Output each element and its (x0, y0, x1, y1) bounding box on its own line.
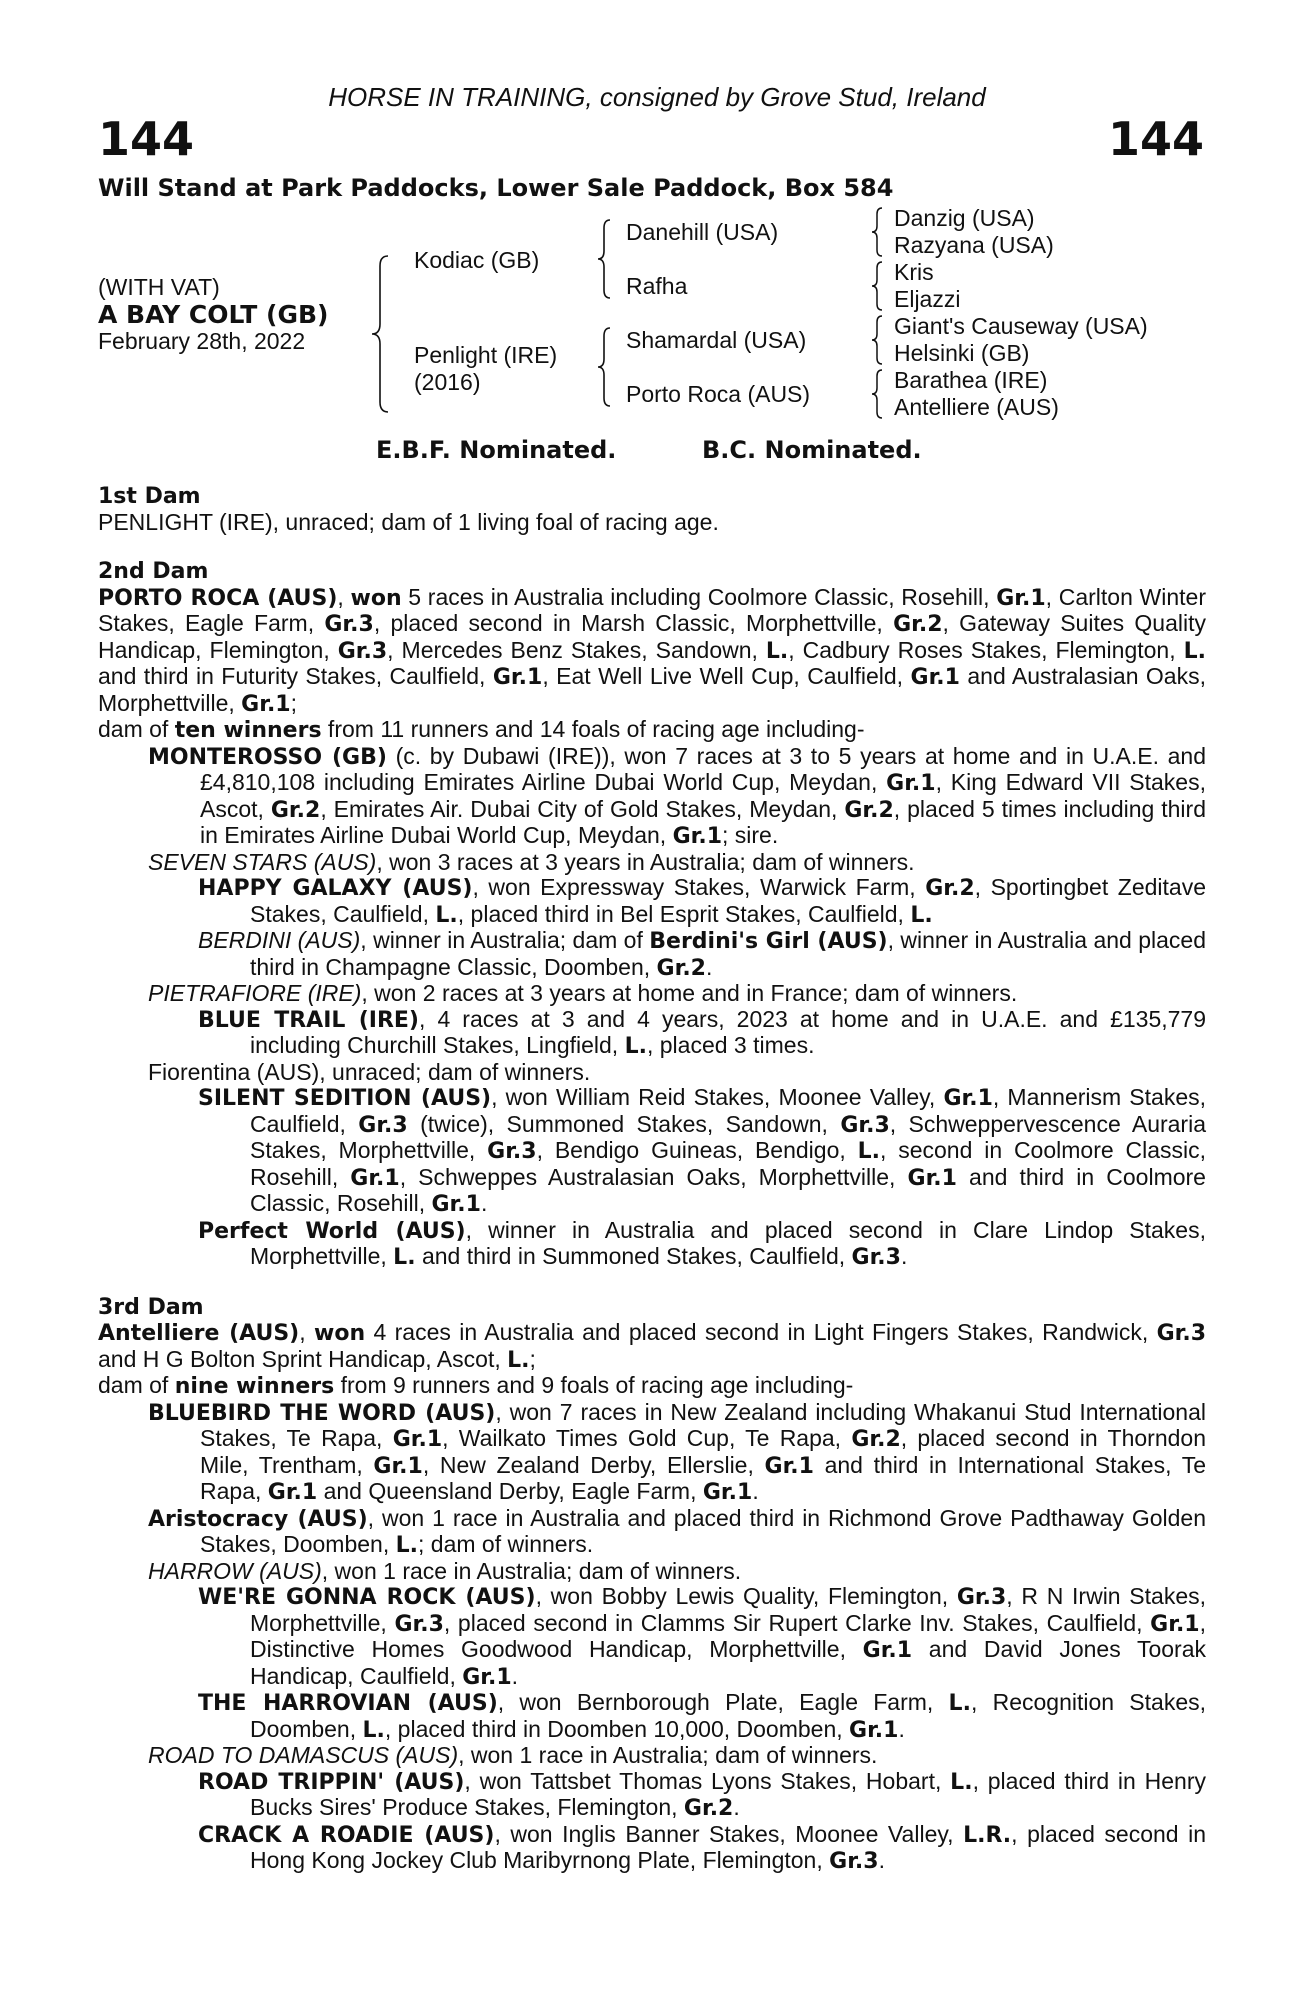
pedigree-entry (98, 1822, 1206, 1875)
bold-text: Perfect World (AUS) (198, 1218, 466, 1244)
bold-text: L. (393, 1245, 416, 1270)
dam: Penlight (IRE) (414, 342, 558, 368)
bold-text: SILENT SEDITION (AUS) (198, 1086, 492, 1111)
entry-text: ; dam of winners. (418, 1531, 594, 1557)
bold-text: Gr.2 (893, 612, 943, 637)
entry-text: , placed 5 times including third in Emirates Airline Dubai World Cup, Meydan, (200, 795, 1206, 848)
pedigree-entry (98, 928, 1206, 981)
pedigree-entry (98, 1584, 1206, 1690)
bold-text: Gr.1 (492, 665, 543, 690)
entry-text: (c. by Dubawi (IRE)), won 7 races at 3 to 5 years at home and in U.A.E. and £4,810,108 including Emirates Airline Dubai World Cup, Meydan, (200, 742, 1206, 795)
bold-text: Gr.3 (394, 1611, 444, 1637)
entry-text: 5 races in Australia including Coolmore Classic, Rosehill, (401, 583, 997, 610)
bold-text: BLUEBIRD THE WORD (AUS) (148, 1400, 496, 1426)
entry-text: , placed second in Thorndon Mile, Trentham, (200, 1425, 1206, 1478)
entry-text: and third in Futurity Stakes, Caulfield, (98, 663, 493, 689)
sire-dam-dam: Eljazzi (894, 286, 961, 312)
dam-sire-sire: Giant's Causeway (USA) (894, 313, 1148, 339)
entry-text: , Recognition Stakes, Doomben, (250, 1689, 1207, 1742)
bold-text: L. (362, 1717, 385, 1743)
bold-text: Gr.1 (350, 1165, 400, 1191)
bold-text: Gr.1 (996, 585, 1046, 611)
entry-text: . (900, 1243, 908, 1269)
entry-text: , won Tattsbet Thomas Lyons Stakes, Hobart, (464, 1767, 951, 1794)
stand-location: Will Stand at Park Paddocks, Lower Sale Paddock, Box 584 (98, 174, 894, 202)
brace-icon (870, 206, 884, 258)
bold-text: Gr.3 (851, 1245, 901, 1270)
bold-text: Gr.3 (840, 1112, 890, 1138)
bold-text: BLUE TRAIL (IRE) (198, 1007, 419, 1033)
bold-text: ten winners (174, 718, 322, 743)
entry-text: , second in Coolmore Classic, Rosehill, (250, 1137, 1206, 1190)
entry-text: . (878, 1847, 885, 1873)
horse-name: A BAY COLT (GB) (98, 300, 329, 329)
pedigree-entry (98, 1320, 1206, 1373)
entry-text: 4 races in Australia and placed second in Light Fingers Stakes, Randwick, (365, 1319, 1157, 1345)
entry-text: , won 1 race in Australia; dam of winners. (458, 1742, 878, 1768)
entry-text: . (752, 1478, 759, 1504)
pedigree-entry (98, 1690, 1206, 1743)
pedigree-entry (98, 850, 1206, 876)
bold-text: PORTO ROCA (AUS) (98, 585, 338, 611)
bold-text: L. (395, 1533, 418, 1558)
sire-sire: Danehill (USA) (626, 219, 779, 245)
entry-text: , Sportingbet Zeditave Stakes, Caulfield, (250, 874, 1206, 927)
bold-text: Gr.3 (829, 1849, 879, 1874)
entry-text: , (299, 1319, 315, 1345)
sire-sire-dam: Razyana (USA) (894, 232, 1054, 258)
dam-dam: Porto Roca (AUS) (626, 381, 811, 407)
bold-text: Gr.3 (358, 1112, 408, 1138)
entry-text: , Mercedes Benz Stakes, Sandown, (387, 636, 766, 663)
bold-text: Gr.3 (324, 612, 374, 637)
bold-text: Gr.1 (241, 691, 291, 717)
entry-text: , placed second in Hong Kong Jockey Club Maribyrnong Plate, Flemington, (250, 1820, 1207, 1873)
entry-text: , winner in Australia and placed second in Clare Lindop Stakes, Morphettville, (250, 1216, 1206, 1269)
bold-text: WE'RE GONNA ROCK (AUS) (198, 1585, 536, 1610)
pedigree-entry (98, 981, 1206, 1007)
entry-text: , won 1 race in Australia; dam of winners. (321, 1557, 742, 1584)
sire-dam: Rafha (626, 273, 688, 299)
entry-text: , Carlton Winter Stakes, Eagle Farm, (98, 583, 1207, 636)
third-dam-heading: 3rd Dam (98, 1294, 204, 1320)
horse-dob: February 28th, 2022 (98, 328, 306, 354)
bold-text: won (314, 1321, 366, 1346)
pedigree-entry (98, 1085, 1206, 1218)
entry-text: , winner in Australia and placed third in Champagne Classic, Doomben, (250, 927, 1206, 980)
entry-text: , New Zealand Derby, Ellerslie, (422, 1451, 765, 1478)
bold-text: Gr.1 (907, 1165, 957, 1191)
entry-text: , won Expressway Stakes, Warwick Farm, (472, 874, 926, 900)
bold-text: Gr.1 (462, 1664, 512, 1690)
sire-sire-sire: Danzig (USA) (894, 205, 1035, 231)
italic-text: PIETRAFIORE (IRE) (148, 980, 362, 1006)
first-dam-text: PENLIGHT (IRE), unraced; dam of 1 living foal of racing age. (98, 508, 719, 535)
entry-text: , Eat Well Live Well Cup, Caulfield, (542, 663, 911, 689)
entry-text: from 11 runners and 14 foals of racing age including- (321, 716, 865, 742)
entry-text: and Queensland Derby, Eagle Farm, (317, 1478, 703, 1504)
bold-text: Gr.1 (1150, 1611, 1200, 1637)
brace-icon (596, 326, 612, 408)
bold-text: Gr.1 (910, 665, 960, 690)
entry-text: , 4 races at 3 and 4 years, 2023 at home and in U.A.E. and £135,779 including Churchill Stakes, Lingfield, (250, 1005, 1206, 1058)
entry-text: , Schweppervescence Auraria Stakes, Morphettville, (250, 1110, 1206, 1163)
pedigree-entry (98, 1559, 1206, 1585)
entry-text: , won 3 races at 3 years in Australia; dam of winners. (376, 848, 915, 875)
entry-text: (twice), Summoned Stakes, Sandown, (407, 1110, 841, 1137)
bold-text: Gr.2 (851, 1427, 901, 1452)
bold-text: L. (507, 1347, 530, 1373)
bold-text: Gr.1 (373, 1453, 423, 1479)
entry-text: , won Bernborough Plate, Eagle Farm, (497, 1689, 949, 1715)
dam-dam-sire: Barathea (IRE) (894, 367, 1048, 393)
entry-text: , placed 3 times. (646, 1032, 815, 1058)
entry-text: ; sire. (722, 822, 779, 848)
bold-text: Gr.1 (886, 771, 936, 796)
entry-text: dam of (98, 716, 175, 742)
bold-text: Gr.3 (1156, 1321, 1207, 1346)
pedigree-entry (98, 1373, 1206, 1400)
pedigree-entry (98, 1506, 1206, 1559)
dam-dam-dam: Antelliere (AUS) (894, 394, 1059, 420)
entry-text: , Wailkato Times Gold Cup, Te Rapa, (442, 1425, 852, 1451)
bold-text: won (350, 585, 402, 611)
bold-text: Gr.3 (337, 638, 388, 664)
sire-dam-sire: Kris (894, 259, 934, 285)
pedigree-entry (98, 1743, 1206, 1769)
entry-text: , Schweppes Australasian Oaks, Morphettville, (399, 1163, 908, 1190)
ebf-nomination: E.B.F. Nominated. (376, 436, 617, 464)
italic-text: ROAD TO DAMASCUS (AUS) (148, 1742, 459, 1768)
entry-text: . (511, 1662, 519, 1689)
sire: Kodiac (GB) (414, 247, 540, 273)
entry-text: and third in Coolmore Classic, Rosehill, (250, 1163, 1206, 1216)
vat-note: (WITH VAT) (98, 274, 220, 300)
bold-text: HAPPY GALAXY (AUS) (198, 876, 473, 901)
entry-text: , won 2 races at 3 years at home and in France; dam of winners. (361, 980, 1018, 1006)
entry-text: , King Edward VII Stakes, Ascot, (200, 769, 1206, 822)
pedigree-entry (98, 717, 1206, 744)
entry-text: , winner in Australia; dam of (360, 927, 650, 953)
bold-text: Gr.1 (431, 1192, 481, 1217)
entry-text: and third in Summoned Stakes, Caulfield, (415, 1243, 852, 1269)
entry-text: . (705, 953, 713, 980)
bold-text: L. (1183, 638, 1206, 664)
entry-text: , Cadbury Roses Stakes, Flemington, (788, 636, 1184, 663)
bold-text: THE HARROVIAN (AUS) (198, 1691, 498, 1716)
page-title: HORSE IN TRAINING, consigned by Grove Stud, Ireland (328, 82, 986, 112)
pedigree-entry (98, 1769, 1206, 1822)
italic-text: SEVEN STARS (AUS) (148, 848, 377, 875)
entry-text: , placed second in Clamms Sir Rupert Clarke Inv. Stakes, Caulfield, (443, 1609, 1151, 1636)
second-dam-entries (98, 585, 1206, 1271)
bold-text: Berdini's Girl (AUS) (649, 929, 888, 954)
bold-text: L. (435, 902, 458, 928)
pedigree-entry (98, 744, 1206, 850)
entry-text: , Gateway Suites Quality Handicap, Flemington, (98, 610, 1206, 663)
third-dam-entries (98, 1320, 1206, 1875)
bold-text: Gr.1 (849, 1717, 899, 1743)
entry-text: ; (290, 689, 297, 716)
bold-text: nine winners (174, 1374, 335, 1399)
bold-text: Gr.2 (270, 797, 321, 823)
entry-text: ; (529, 1345, 536, 1372)
lot-number-right: 144 (1107, 112, 1204, 166)
brace-icon (370, 254, 390, 414)
bold-text: MONTEROSSO (GB) (148, 744, 387, 770)
entry-text: , won 1 race in Australia and placed third in Richmond Grove Padthaway Golden Stakes, Doomben, (200, 1504, 1206, 1557)
bold-text: Gr.1 (943, 1086, 993, 1111)
pedigree-entry (98, 1218, 1206, 1271)
pedigree-entry (98, 1400, 1206, 1506)
italic-text: HARROW (AUS) (148, 1557, 322, 1584)
entry-text: dam of (98, 1372, 175, 1398)
bold-text: L.R. (963, 1822, 1012, 1848)
bold-text: Gr.2 (925, 876, 975, 901)
pedigree-entry (98, 875, 1206, 928)
bold-text: Gr.1 (764, 1453, 814, 1479)
bold-text: Gr.1 (392, 1427, 443, 1452)
entry-text: , won Inglis Banner Stakes, Moonee Valley, (494, 1820, 964, 1847)
brace-icon (596, 218, 612, 300)
bold-text: L. (624, 1034, 647, 1059)
entry-text: , won 7 races in New Zealand including Whakanui Stud International Stakes, Te Rapa, (200, 1398, 1206, 1451)
bold-text: Gr.2 (844, 797, 894, 823)
entry-text: and Australasian Oaks, Morphettville, (98, 663, 1206, 716)
bold-text: Antelliere (AUS) (98, 1321, 300, 1346)
bold-text: ROAD TRIPPIN' (AUS) (198, 1769, 465, 1795)
entry-text: , placed third in Doomben 10,000, Doomben, (384, 1715, 850, 1742)
lot-number-left: 144 (98, 112, 195, 166)
entry-text: . (733, 1794, 740, 1820)
bold-text: Aristocracy (AUS) (148, 1506, 368, 1532)
catalogue-body (98, 484, 1206, 1875)
bold-text: Gr.3 (956, 1585, 1007, 1610)
entry-text: , (337, 583, 351, 610)
bold-text: Gr.1 (862, 1638, 913, 1663)
entry-text: , won William Reid Stakes, Moonee Valley, (491, 1084, 944, 1110)
entry-text: and H G Bolton Sprint Handicap, Ascot, (98, 1345, 508, 1372)
bold-text: L. (948, 1691, 971, 1716)
bc-nomination: B.C. Nominated. (702, 436, 922, 464)
entry-text: , won Bobby Lewis Quality, Flemington, (535, 1583, 957, 1609)
entry-text: , placed third in Bel Esprit Stakes, Caulfield, (457, 900, 911, 927)
pedigree-entry (98, 1007, 1206, 1060)
entry-text: and third in International Stakes, Te Rapa, (200, 1451, 1206, 1504)
brace-icon (870, 314, 884, 366)
entry-text: and David Jones Toorak Handicap, Caulfield, (250, 1636, 1206, 1689)
entry-text: . (898, 1715, 905, 1742)
bold-text: L. (950, 1769, 973, 1795)
brace-icon (870, 368, 884, 420)
first-dam-heading: 1st Dam (98, 484, 201, 509)
second-dam-heading: 2nd Dam (98, 559, 209, 584)
bold-text: L. (857, 1139, 880, 1164)
bold-text: Gr.1 (702, 1480, 753, 1505)
bold-text: L. (765, 638, 789, 664)
dam-year: (2016) (414, 369, 481, 395)
bold-text: L. (910, 902, 933, 928)
brace-icon (870, 260, 884, 312)
entry-text: . (480, 1190, 488, 1216)
entry-text: from 9 runners and 9 foals of racing age including- (334, 1372, 854, 1398)
bold-text: Gr.3 (487, 1139, 537, 1164)
entry-text: , placed third in Henry Bucks Sires' Produce Stakes, Flemington, (250, 1767, 1206, 1820)
pedigree-entry (98, 585, 1206, 718)
bold-text: CRACK A ROADIE (AUS) (198, 1822, 495, 1848)
entry-text: , placed second in Marsh Classic, Morphettville, (373, 610, 894, 636)
entry-text: , Emirates Air. Dubai City of Gold Stakes, Meydan, (320, 795, 845, 822)
italic-text: BERDINI (AUS) (198, 927, 361, 953)
entry-text: , R N Irwin Stakes, Morphettville, (250, 1583, 1207, 1636)
bold-text: Gr.1 (267, 1480, 318, 1505)
bold-text: Gr.2 (683, 1796, 734, 1821)
dam-sire-dam: Helsinki (GB) (894, 340, 1030, 366)
dam-sire: Shamardal (USA) (626, 327, 807, 353)
pedigree-entry (98, 1060, 1206, 1086)
bold-text: Gr.1 (672, 824, 722, 849)
bold-text: Gr.2 (656, 955, 706, 981)
entry-text: , Distinctive Homes Goodwood Handicap, Morphettville, (250, 1609, 1206, 1662)
entry-text: , Bendigo Guineas, Bendigo, (536, 1137, 858, 1163)
entry-text: Fiorentina (AUS), unraced; dam of winners. (148, 1058, 591, 1085)
entry-text: , Mannerism Stakes, Caulfield, (250, 1084, 1207, 1137)
